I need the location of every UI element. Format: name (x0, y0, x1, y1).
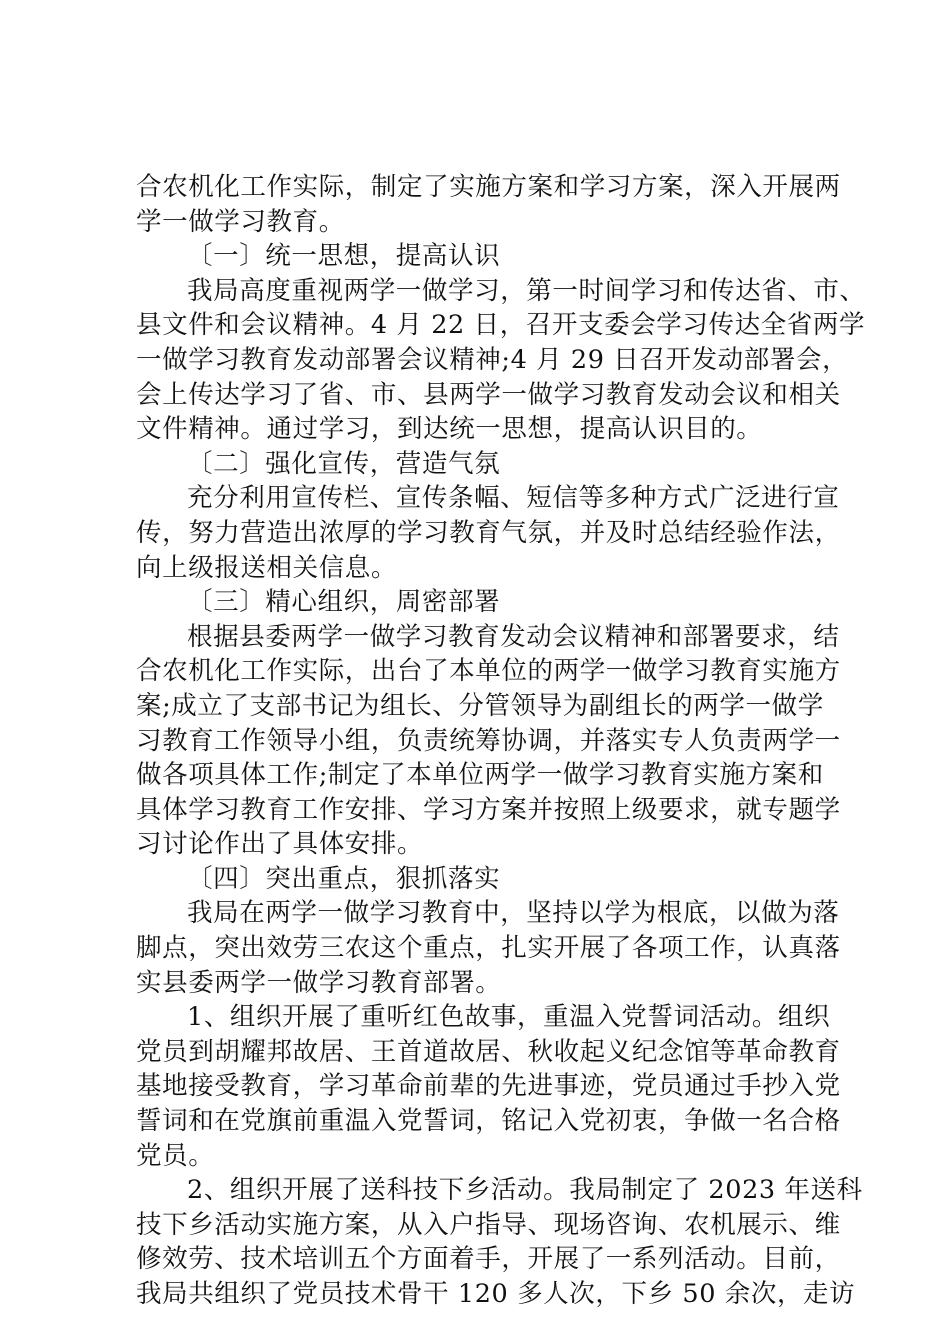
text-line: 〔三〕精心组织，周密部署 (187, 587, 501, 618)
text-line: 1、组织开展了重听红色故事，重温入党誓词活动。组织 (187, 1002, 831, 1033)
text-line: 根据县委两学一做学习教育发动会议精神和部署要求，结 (187, 621, 840, 652)
text-line: 县文件和会议精神。4 月 22 日，召开支委会学习传达全省两学 (136, 310, 866, 341)
text-line: 习教育工作领导小组，负责统筹协调，并落实专人负责两学一 (136, 725, 841, 756)
text-line: 〔四〕突出重点，狠抓落实 (187, 863, 501, 894)
text-line: 会上传达学习了省、市、县两学一做学习教育发动会议和相关 (136, 379, 841, 410)
text-line: 〔二〕强化宣传，营造气氛 (187, 448, 501, 479)
text-line: 我局在两学一做学习教育中，坚持以学为根底，以做为落 (187, 898, 840, 929)
text-line: 党员。 (136, 1140, 215, 1171)
text-line: 向上级报送相关信息。 (136, 552, 398, 583)
text-line: 案;成立了支部书记为组长、分管领导为副组长的两学一做学 (136, 690, 824, 721)
text-line: 〔一〕统一思想，提高认识 (187, 241, 501, 272)
text-line: 合农机化工作实际，制定了实施方案和学习方案，深入开展两 (136, 172, 841, 202)
document-body (136, 170, 866, 1312)
text-line: 充分利用宣传栏、宣传条幅、短信等多种方式广泛进行宣 (187, 483, 840, 514)
text-line: 修效劳、技术培训五个方面着手，开展了一系列活动。目前， (136, 1244, 841, 1275)
text-line: 基地接受教育，学习革命前辈的先进事迹，党员通过手抄入党 (136, 1071, 841, 1102)
text-line: 学一做学习教育。 (136, 206, 345, 237)
text-line: 习讨论作出了具体安排。 (136, 829, 424, 860)
text-line: 实县委两学一做学习教育部署。 (136, 967, 502, 998)
text-line: 合农机化工作实际，出台了本单位的两学一做学习教育实施方 (136, 656, 841, 687)
text-line: 具体学习教育工作安排、学习方案并按照上级要求，就专题学 (136, 794, 841, 825)
text-line: 2、组织开展了送科技下乡活动。我局制定了 2023 年送科 (187, 1175, 863, 1206)
text-line: 党员到胡耀邦故居、王首道故居、秋收起义纪念馆等革命教育 (136, 1036, 841, 1067)
text-line: 誓词和在党旗前重温入党誓词，铭记入党初衷，争做一名合格 (136, 1106, 841, 1137)
text-line: 我局共组织了党员技术骨干 120 多人次，下乡 50 余次，走访 (136, 1279, 856, 1309)
text-line: 脚点，突出效劳三农这个重点，扎实开展了各项工作，认真落 (136, 933, 841, 964)
text-line: 传，努力营造出浓厚的学习教育气氛，并及时总结经验作法， (136, 517, 841, 548)
text-line: 一做学习教育发动部署会议精神;4 月 29 日召开发动部署会， (136, 344, 849, 375)
text-line: 文件精神。通过学习，到达统一思想，提高认识目的。 (136, 414, 763, 445)
text-line: 技下乡活动实施方案，从入户指导、现场咨询、农机展示、维 (136, 1209, 841, 1240)
text-line: 做各项具体工作;制定了本单位两学一做学习教育实施方案和 (136, 760, 824, 791)
text-line: 我局高度重视两学一做学习，第一时间学习和传达省、市、 (187, 275, 866, 306)
